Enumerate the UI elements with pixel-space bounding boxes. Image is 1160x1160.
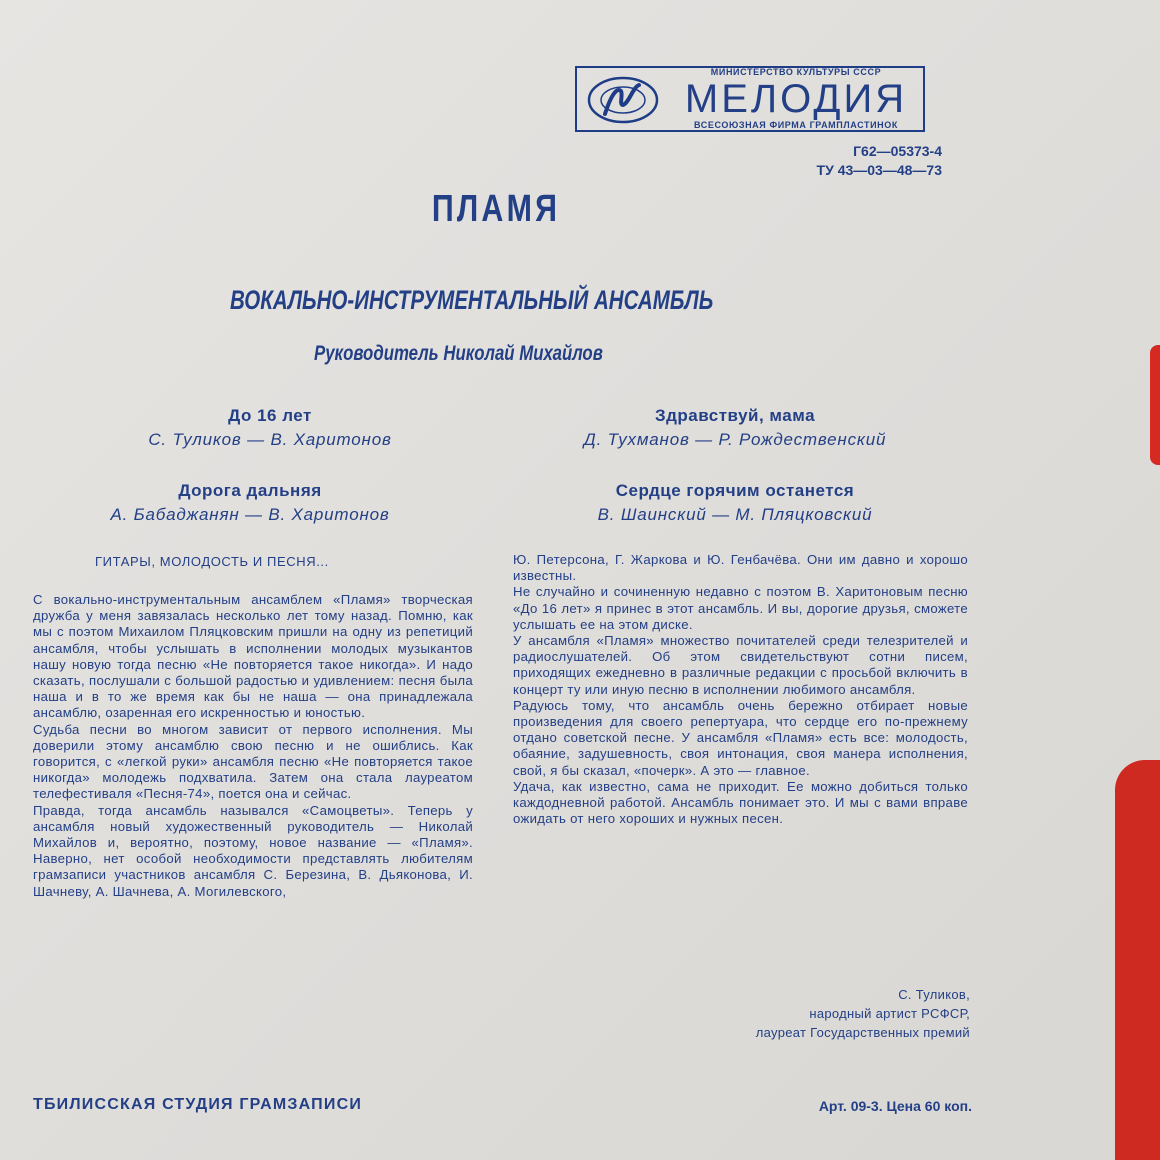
melodiya-emblem-icon [577,69,669,129]
ensemble-leader: Руководитель Николай Михайлов [314,342,603,365]
track-authors: Д. Тухманов — Р. Рождественский [583,430,887,449]
album-title: ПЛАМЯ [431,188,561,230]
track-authors: А. Бабаджанян — В. Харитонов [110,505,390,524]
logo-company-text: ВСЕСОЮЗНАЯ ФИРМА ГРАМПЛАСТИНОК [694,120,898,130]
studio-name: ТБИЛИССКАЯ СТУДИЯ ГРАМЗАПИСИ [33,1096,363,1113]
red-edge-bottom [1115,760,1160,1160]
essay-paragraph: Правда, тогда ансамбль назывался «Самоцветы». Теперь у ансамбля новый художественный руководитель — Николай Михайлов и, вероятно, поэтому, новое название — «Пламя». Наверно, нет особой необходимости представлять любителям грамзаписи участников ансамбля С. Березина, В. Дьяконова, И. Шачневу, А. Шачнева, А. Могилевского, [33,802,473,899]
essay-paragraph: Судьба песни во многом зависит от первого исполнения. Мы доверили этому ансамблю свою песню и не ошиблись. Как говорится, с «легкой руки» ансамбля песню «Не повторяется такое никогда» молодежь подхватила. Затем она стала лауреатом телефестиваля «Песня-74», поется она и сейчас. [33,721,473,802]
ensemble-subtitle: ВОКАЛЬНО-ИНСТРУМЕНТАЛЬНЫЙ АНСАМБЛЬ [230,285,714,315]
melodiya-logo [575,66,925,132]
essay-paragraph: Радуюсь тому, что ансамбль очень бережно отбирает новые произведения для своего репертуара, что сердце его по-прежнему отдано советской песне. У ансамбля «Пламя» есть все: молодость, обаяние, задушевность, своя интонация, своя манера исполнения, свой, я бы сказал, «почерк». А это — главное. [513,697,968,778]
signature-name: С. Туликов, [898,987,970,1002]
essay-right-column [513,552,968,827]
logo-brand-name: МЕЛОДИЯ [684,77,908,121]
track-item [545,406,925,450]
track-authors: В. Шаинский — М. Пляцковский [597,505,873,524]
essay-paragraph: Удача, как известно, сама не приходит. Ее можно добиться только каждодневной работой. Ансамбль понимает это. И мы с вами вправе ожидать от него хороших и нужных песен. [513,778,968,827]
red-edge-top [1150,345,1160,465]
track-item [545,481,925,525]
catalog-number: Г62—05373-4 [853,143,942,159]
track-title: Дорога дальняя [178,481,322,500]
logo-ministry-text: МИНИСТЕРСТВО КУЛЬТУРЫ СССР [710,67,882,77]
track-title: До 16 лет [228,406,312,425]
track-item [100,406,440,450]
signature-award: лауреат Государственных премий [755,1025,970,1040]
signature-title: народный артист РСФСР, [809,1006,970,1021]
essay-paragraph: С вокально-инструментальным ансамблем «Пламя» творческая дружба у меня завязалась несколько лет тому назад. Помню, как мы с поэтом Михаилом Пляцковским пришли на одну из репетиций ансамбля, чтобы услышать в исполнении молодых музыкантов нашу новую тогда песню «Не повторяется такое никогда». И надо сказать, послушали с большой радостью и удивлением: песня была наша и в то же время как бы не наша — она принадлежала ансамблю, озаренная его искренностью и юностью. [33,592,473,721]
standard-number: ТУ 43—03—48—73 [816,162,942,178]
track-authors: С. Туликов — В. Харитонов [148,430,392,449]
essay-paragraph: У ансамбля «Пламя» множество почитателей среди телезрителей и радиослушателей. Об этом свидетельствуют сотни писем, приходящих ежедневно в различные редакции с просьбой включить в концерт ту или иную песню в исполнении любимого ансамбля. [513,633,968,697]
essay-paragraph: Не случайно и сочиненную недавно с поэтом В. Харитоновым песню «До 16 лет» я принес в этот ансамбль. И вы, дорогие друзья, сможете услышать ее на этом диске. [513,584,968,632]
essay-title: ГИТАРЫ, МОЛОДОСТЬ И ПЕСНЯ... [95,554,329,569]
track-title: Здравствуй, мама [654,406,816,425]
essay-paragraph: Ю. Петерсона, Г. Жаркова и Ю. Генбачёва. Они им давно и хорошо известны. [513,552,968,584]
track-title: Сердце горячим останется [615,481,855,500]
price-label: Арт. 09-3. Цена 60 коп. [818,1098,972,1114]
author-signature [640,985,970,1042]
track-item [80,481,420,525]
essay-left-column [33,592,473,900]
catalog-numbers [760,142,942,180]
